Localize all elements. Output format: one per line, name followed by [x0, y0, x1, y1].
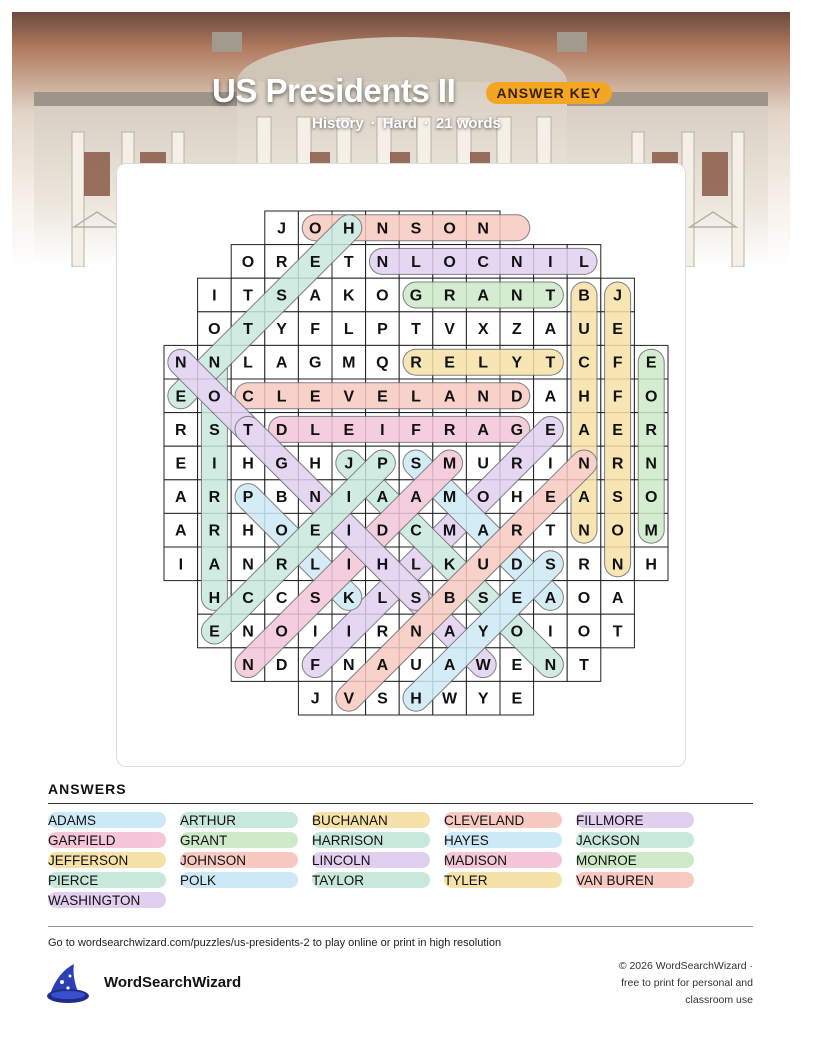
- grid-letter: Y: [276, 321, 287, 339]
- grid-letter: I: [212, 455, 217, 473]
- grid-letter: A: [477, 287, 489, 305]
- meta-category: History: [312, 115, 364, 132]
- grid-letter: Z: [511, 321, 522, 339]
- grid-letter: N: [309, 489, 321, 507]
- grid-letter: M: [442, 455, 457, 473]
- answer-key-badge: ANSWER KEY: [486, 82, 612, 104]
- grid-letter: O: [476, 489, 490, 507]
- grid-letter: R: [275, 556, 288, 574]
- grid-letter: R: [511, 455, 523, 473]
- grid-letter: W: [442, 690, 458, 708]
- grid-letter: I: [548, 455, 553, 473]
- grid-letter: E: [511, 690, 523, 708]
- grid-letter: S: [209, 421, 220, 439]
- wizard-hat-icon: [44, 962, 94, 1006]
- grid-letter: F: [612, 388, 623, 406]
- grid-letter: H: [242, 455, 254, 473]
- grid-letter: E: [511, 589, 523, 607]
- grid-letter: N: [477, 220, 489, 238]
- answer-word: MADISON: [444, 852, 562, 868]
- footer-url-text: Go to wordsearchwizard.com/puzzles/us-presidents-2 to play online or print in high resolution: [48, 937, 502, 949]
- grid-letter: I: [548, 253, 553, 271]
- grid-letter: S: [410, 589, 422, 607]
- grid-letter: K: [343, 589, 355, 607]
- grid-letter: O: [376, 287, 389, 305]
- grid-letter: N: [477, 388, 489, 406]
- answer-word: HAYES: [444, 832, 562, 848]
- grid-letter: Y: [511, 354, 523, 372]
- grid-letter: S: [309, 589, 321, 607]
- grid-letter: C: [578, 354, 590, 372]
- grid-letter: O: [241, 253, 255, 271]
- grid-letter: A: [376, 489, 389, 507]
- grid-letter: D: [376, 522, 389, 540]
- grid-letter: A: [443, 657, 456, 675]
- answer-word: VAN BUREN: [576, 872, 694, 888]
- grid-letter: A: [544, 589, 557, 607]
- answer-word: GRANT: [180, 832, 298, 848]
- grid-letter: N: [376, 253, 389, 271]
- grid-letter: A: [443, 623, 456, 641]
- grid-letter: X: [477, 321, 489, 339]
- grid-letter: C: [242, 589, 254, 607]
- answer-word: HARRISON: [312, 832, 430, 848]
- grid-letter: S: [545, 556, 556, 574]
- grid-letter: L: [377, 589, 388, 607]
- grid-letter: E: [309, 522, 321, 540]
- grid-letter: S: [377, 690, 388, 708]
- grid-letter: L: [310, 421, 321, 439]
- grid-letter: S: [477, 589, 489, 607]
- grid-letter: N: [511, 253, 523, 271]
- grid-letter: M: [342, 354, 356, 372]
- grid-letter: T: [243, 321, 253, 339]
- grid-letter: T: [545, 354, 556, 372]
- grid-letter: Y: [477, 690, 489, 708]
- grid-letter: A: [544, 321, 557, 339]
- grid-letter: I: [312, 623, 318, 641]
- grid-letter: B: [275, 489, 288, 507]
- grid-letter: Q: [376, 354, 389, 372]
- grid-letter: G: [308, 354, 322, 372]
- grid-letter: E: [175, 455, 187, 473]
- grid-letter: V: [444, 321, 455, 339]
- answers-divider: [48, 803, 753, 804]
- grid-letter: L: [411, 556, 421, 574]
- grid-letter: N: [611, 556, 624, 574]
- grid-letter: P: [377, 321, 388, 339]
- grid-letter: E: [545, 421, 556, 439]
- grid-letters: [175, 220, 658, 707]
- grid-letter: R: [611, 455, 624, 473]
- grid-letter: T: [243, 287, 253, 305]
- grid-letter: I: [346, 522, 352, 540]
- grid-letter: M: [442, 522, 457, 540]
- grid-letter: N: [242, 657, 254, 675]
- grid-letter: S: [612, 489, 623, 507]
- meta-separator: ·: [370, 115, 376, 132]
- grid-letter: C: [242, 388, 254, 406]
- answer-word: FILLMORE: [576, 812, 694, 828]
- page-title: US Presidents II: [212, 72, 456, 109]
- grid-letter: R: [410, 354, 422, 372]
- grid-letter: R: [376, 623, 389, 641]
- grid-letter: N: [242, 623, 254, 641]
- grid-letter: H: [343, 220, 355, 238]
- grid-letter: O: [208, 321, 221, 339]
- grid-letter: A: [175, 489, 187, 507]
- grid-letter: A: [175, 522, 187, 540]
- grid-letter: T: [579, 657, 589, 675]
- grid-letter: L: [276, 388, 287, 406]
- grid-letter: E: [444, 354, 455, 372]
- grid-letter: I: [346, 556, 352, 574]
- grid-letter: O: [577, 589, 591, 607]
- grid-letter: P: [242, 489, 254, 507]
- grid-letter: D: [511, 556, 523, 574]
- grid-letter: D: [511, 388, 523, 406]
- grid-letter: K: [443, 556, 456, 574]
- grid-letter: L: [243, 354, 253, 372]
- grid-letter: O: [275, 522, 288, 540]
- grid-letter: G: [275, 455, 288, 473]
- grid-letter: T: [243, 421, 253, 439]
- grid-letter: R: [645, 421, 657, 439]
- grid-letter: T: [612, 623, 623, 641]
- answer-word: POLK: [180, 872, 298, 888]
- grid-letter: A: [443, 388, 456, 406]
- grid-letter: N: [208, 354, 221, 372]
- grid-letter: O: [208, 388, 221, 406]
- grid-letter: U: [477, 455, 489, 473]
- grid-letter: E: [309, 253, 321, 271]
- grid-letter: O: [611, 522, 624, 540]
- answer-word: PIERCE: [48, 872, 166, 888]
- grid-letter: R: [511, 522, 523, 540]
- grid-letter: H: [376, 556, 389, 574]
- grid-letter: B: [578, 287, 590, 305]
- grid-letter: U: [410, 657, 422, 675]
- grid-letter: O: [644, 388, 658, 406]
- grid-letter: E: [612, 421, 623, 439]
- grid-letter: E: [645, 354, 657, 372]
- grid-letter: N: [410, 623, 422, 641]
- grid-letter: A: [578, 489, 590, 507]
- grid-letter: A: [208, 556, 221, 574]
- answer-word: JEFFERSON: [48, 852, 166, 868]
- grid-letter: U: [578, 321, 590, 339]
- grid-letter: A: [309, 287, 321, 305]
- grid-letter: H: [511, 489, 523, 507]
- grid-letter: C: [410, 522, 422, 540]
- copyright-line: classroom use: [685, 994, 753, 1006]
- grid-letter: L: [411, 253, 421, 271]
- grid-letter: D: [275, 657, 288, 675]
- grid-letter: H: [578, 388, 590, 406]
- grid-letter: G: [510, 421, 524, 439]
- grid-letter: O: [275, 623, 288, 641]
- grid-letter: I: [548, 623, 553, 641]
- grid-letter: U: [477, 556, 489, 574]
- grid-letter: A: [611, 589, 624, 607]
- grid-letter: D: [275, 421, 288, 439]
- grid-letter: R: [578, 556, 590, 574]
- grid-letter: W: [475, 657, 491, 675]
- grid-letter: N: [544, 657, 557, 675]
- grid-letter: A: [477, 421, 489, 439]
- grid-letter: C: [477, 253, 489, 271]
- grid-letter: C: [275, 589, 288, 607]
- grid-letter: I: [346, 489, 352, 507]
- grid-letter: S: [410, 220, 422, 238]
- answer-word: WASHINGTON: [48, 892, 166, 908]
- grid-letter: L: [478, 354, 489, 372]
- grid-letter: A: [376, 657, 389, 675]
- copyright-line: free to print for personal and: [621, 977, 753, 989]
- answers-list: [48, 812, 753, 912]
- footer-divider: [48, 926, 753, 927]
- grid-letter: E: [209, 623, 220, 641]
- answer-word: TAYLOR: [312, 872, 430, 888]
- grid-letter: E: [377, 388, 388, 406]
- grid-letter: H: [309, 455, 321, 473]
- grid-letter: E: [175, 388, 187, 406]
- grid-letter: N: [343, 657, 355, 675]
- grid-letter: L: [310, 556, 321, 574]
- grid-letter: T: [411, 321, 421, 339]
- grid-letter: H: [645, 556, 657, 574]
- grid-letter: O: [577, 623, 591, 641]
- word-search-grid: [116, 163, 684, 765]
- grid-letter: I: [212, 287, 217, 305]
- grid-letter: I: [346, 623, 352, 641]
- grid-letter: A: [410, 489, 422, 507]
- answer-word: JOHNSON: [180, 852, 298, 868]
- answer-word: LINCOLN: [312, 852, 430, 868]
- answers-title: ANSWERS: [48, 781, 127, 797]
- meta-difficulty: Hard: [382, 115, 417, 132]
- grid-letter: A: [477, 522, 489, 540]
- grid-letter: O: [510, 623, 524, 641]
- grid-letter: N: [578, 455, 590, 473]
- grid-letter: I: [380, 421, 385, 439]
- grid-letter: B: [443, 589, 456, 607]
- grid-letter: R: [443, 421, 456, 439]
- grid-letter: V: [343, 690, 355, 708]
- answer-word: ADAMS: [48, 812, 166, 828]
- grid-letter: M: [644, 522, 658, 540]
- copyright-notice: [560, 958, 753, 1009]
- grid-letter: Y: [477, 623, 489, 641]
- grid-letter: H: [242, 522, 254, 540]
- grid-letter: T: [545, 287, 556, 305]
- meta-separator: ·: [423, 115, 429, 132]
- grid-letter: H: [208, 589, 221, 607]
- grid-letter: A: [275, 354, 288, 372]
- grid-letter: T: [545, 522, 556, 540]
- grid-letter: S: [410, 455, 422, 473]
- grid-letter: F: [411, 421, 421, 439]
- grid-letter: R: [208, 522, 221, 540]
- grid-letter: T: [343, 253, 354, 271]
- grid-letter: G: [409, 287, 423, 305]
- grid-letter: F: [310, 321, 321, 339]
- grid-letter: R: [208, 489, 221, 507]
- copyright-line: © 2026 WordSearchWizard ·: [618, 960, 753, 972]
- answer-word: ARTHUR: [180, 812, 298, 828]
- grid-letter: N: [645, 455, 657, 473]
- brand-name: WordSearchWizard: [104, 974, 242, 991]
- grid-letter: R: [275, 253, 288, 271]
- grid-letter: A: [544, 388, 557, 406]
- grid-letter: H: [410, 690, 422, 708]
- answer-word: JACKSON: [576, 832, 694, 848]
- grid-letter: V: [343, 388, 355, 406]
- answer-word: MONROE: [576, 852, 694, 868]
- grid-letter: N: [511, 287, 523, 305]
- grid-letter: F: [612, 354, 623, 372]
- grid-letter: M: [442, 489, 457, 507]
- grid-letter: F: [310, 657, 321, 675]
- grid-letter: J: [344, 455, 354, 473]
- grid-letter: A: [578, 421, 590, 439]
- answer-word: GARFIELD: [48, 832, 166, 848]
- grid-letter: L: [579, 253, 589, 271]
- answer-word: CLEVELAND: [444, 812, 562, 828]
- grid-letter: E: [309, 388, 321, 406]
- grid-letter: J: [310, 690, 320, 708]
- grid-letter: E: [545, 489, 556, 507]
- grid-letter: J: [613, 287, 623, 305]
- grid-letter: L: [343, 321, 354, 339]
- grid-letter: K: [343, 287, 355, 305]
- grid-letter: O: [308, 220, 322, 238]
- grid-letter: L: [411, 388, 421, 406]
- grid-letter: I: [178, 556, 184, 574]
- puzzle-meta: [312, 115, 522, 132]
- grid-letter: E: [612, 321, 623, 339]
- grid-letter: R: [443, 287, 456, 305]
- grid-letter: R: [175, 421, 187, 439]
- grid-letter: O: [443, 253, 456, 271]
- grid-letter: P: [377, 455, 388, 473]
- grid-letter: N: [578, 522, 590, 540]
- answer-word: TYLER: [444, 872, 562, 888]
- grid-letter: E: [343, 421, 355, 439]
- grid-letter: O: [644, 489, 658, 507]
- grid-letter: E: [511, 657, 523, 675]
- grid-letter: N: [376, 220, 389, 238]
- meta-word-count: 21 words: [435, 115, 501, 132]
- grid-letter: S: [276, 287, 287, 305]
- grid-letter: N: [175, 354, 187, 372]
- grid-letter: O: [443, 220, 456, 238]
- answer-word: BUCHANAN: [312, 812, 430, 828]
- grid-letter: N: [242, 556, 254, 574]
- grid-letter: J: [277, 220, 287, 238]
